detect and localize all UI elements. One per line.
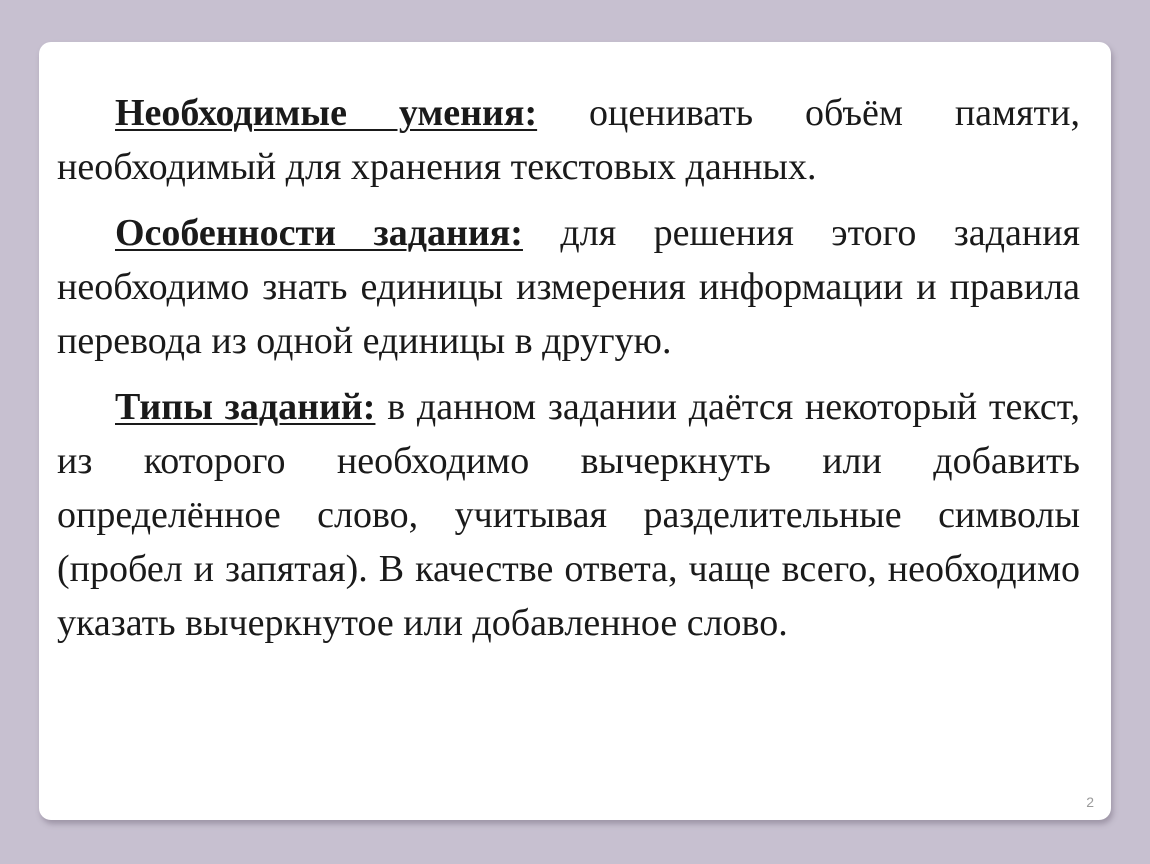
paragraph-text: в данном задании даётся некоторый текст, из которого необходимо вычеркнуть или добавить определённое слово, учитывая разделительные символы (пробел и запятая). В качестве ответа, чаще всего, необходимо указать вычеркнутое или добавленное слово.	[57, 386, 1080, 644]
term-task-features: Особенности задания:	[115, 212, 523, 254]
slide-content	[57, 86, 1080, 662]
paragraph-text: оценивать объём памяти, необходимый для хранения текстовых данных.	[57, 92, 1080, 188]
paragraph-task-features	[57, 206, 1080, 368]
term-task-types: Типы заданий:	[115, 386, 376, 428]
page-number: 2	[1086, 794, 1094, 810]
paragraph-task-types	[57, 380, 1080, 650]
term-required-skills: Необходимые умения:	[115, 92, 538, 134]
slide	[39, 42, 1111, 820]
paragraph-text: для решения этого задания необходимо знать единицы измерения информации и правила перевода из одной единицы в другую.	[57, 212, 1081, 362]
paragraph-required-skills	[57, 86, 1080, 194]
